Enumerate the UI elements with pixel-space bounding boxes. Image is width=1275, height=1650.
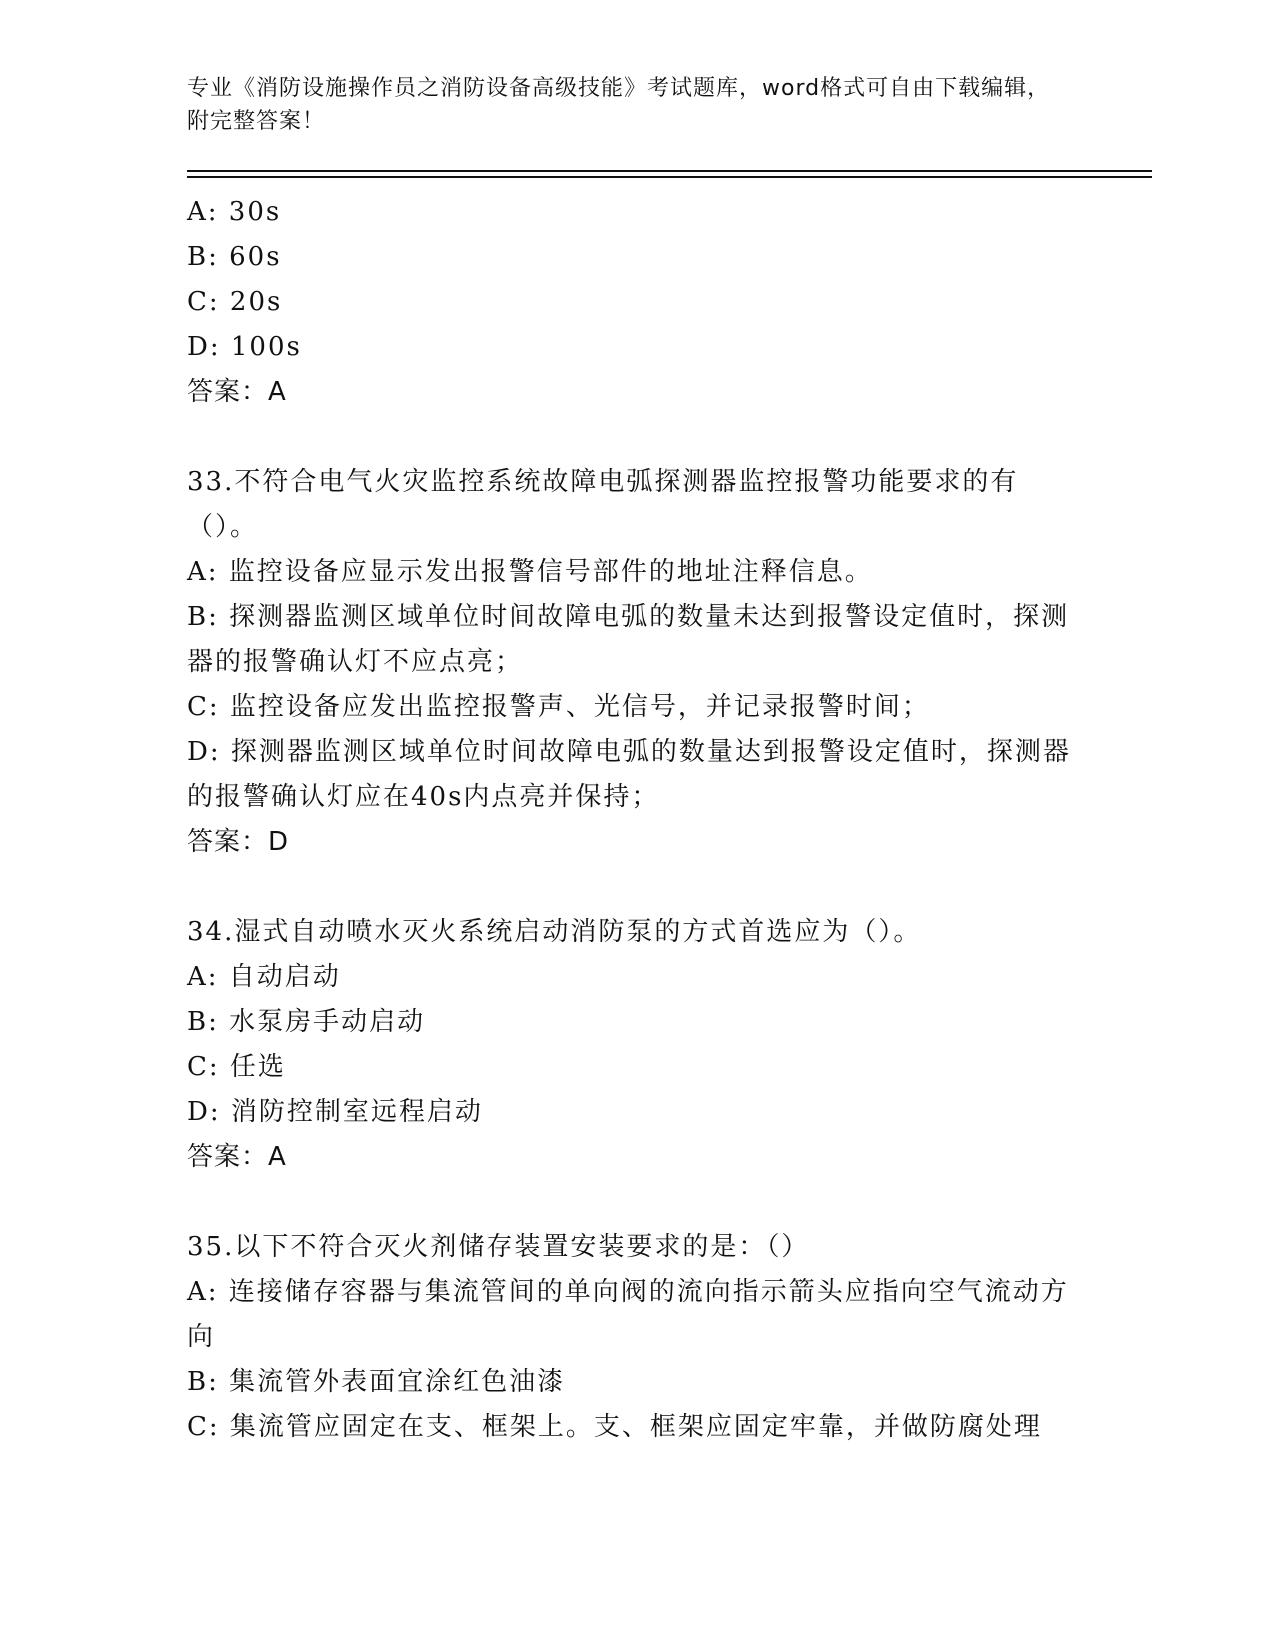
option-b: B: 60s — [187, 242, 282, 272]
option-a: A: 监控设备应显示发出报警信号部件的地址注释信息。 — [187, 557, 873, 587]
option-a: A: 自动启动 — [187, 962, 341, 992]
answer: 答案：A — [187, 1142, 287, 1172]
option-c: C: 集流管应固定在支、框架上。支、框架应固定牢靠，并做防腐处理 — [187, 1412, 1042, 1442]
question-text: 34.湿式自动喷水灭火系统启动消防泵的方式首选应为（）。 — [187, 917, 922, 947]
header-rule-top — [187, 170, 1152, 172]
option-b: B: 集流管外表面宜涂红色油漆 — [187, 1367, 566, 1397]
document-header: 专业《消防设施操作员之消防设备高级技能》考试题库，word格式可自由下载编辑，附完整答案！ — [187, 76, 1051, 134]
option-c: C: 任选 — [187, 1052, 286, 1082]
option-b: B: 水泵房手动启动 — [187, 1007, 426, 1037]
option-a: A: 连接储存容器与集流管间的单向阀的流向指示箭头应指向空气流动方向 — [187, 1277, 1069, 1352]
answer: 答案：A — [187, 377, 287, 407]
question-34 — [187, 910, 1077, 1180]
question-35 — [187, 1225, 1077, 1450]
option-b: B: 探测器监测区域单位时间故障电弧的数量未达到报警设定值时，探测器的报警确认灯不应点亮； — [187, 602, 1070, 677]
question-text: 35.以下不符合灭火剂储存装置安装要求的是：（） — [187, 1232, 810, 1262]
option-d: D: 消防控制室远程启动 — [187, 1097, 483, 1127]
question-list — [187, 190, 1077, 1450]
option-d: D: 100s — [187, 332, 302, 362]
question-33 — [187, 460, 1077, 865]
option-a: A: 30s — [187, 197, 282, 227]
option-d: D: 探测器监测区域单位时间故障电弧的数量达到报警设定值时，探测器的报警确认灯应在40s内点亮并保持； — [187, 737, 1071, 812]
question-text: 33.不符合电气火灾监控系统故障电弧探测器监控报警功能要求的有（）。 — [187, 467, 1019, 542]
question-32 — [187, 190, 1077, 415]
option-c: C: 20s — [187, 287, 283, 317]
option-c: C: 监控设备应发出监控报警声、光信号，并记录报警时间； — [187, 692, 930, 722]
header-rule-bottom — [187, 176, 1152, 178]
answer: 答案：D — [187, 827, 290, 857]
